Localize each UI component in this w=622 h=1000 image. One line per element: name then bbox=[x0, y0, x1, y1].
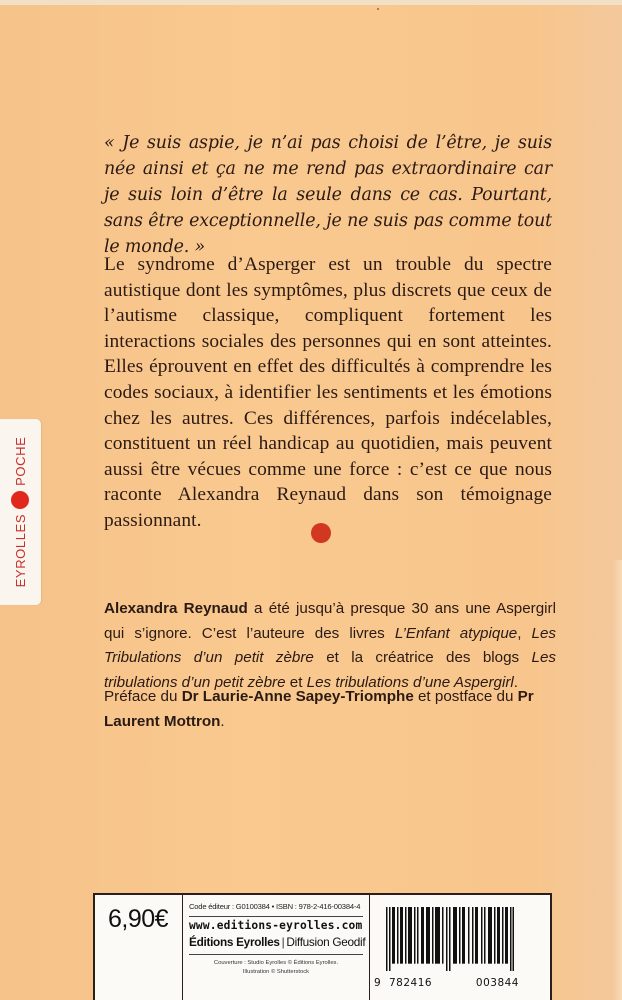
bio-text: a été jusqu’à presque 30 ans une Aspergirl qui s’ignore. C’est l’auteure des livres bbox=[104, 600, 556, 642]
author-name: Alexandra Reynaud bbox=[104, 600, 248, 617]
preface-text: . bbox=[220, 712, 225, 730]
divider bbox=[189, 916, 363, 917]
blog-title: Les tribulations d’un petit zèbre bbox=[104, 649, 556, 691]
price-cell bbox=[95, 895, 183, 1000]
postfacer-name: Pr Laurent Mottron bbox=[104, 688, 534, 730]
preface-credits bbox=[104, 685, 556, 734]
distributor-name: Diffusion Geodif bbox=[286, 935, 366, 949]
barcode-digits bbox=[389, 977, 519, 989]
prefacer-name: Dr Laurie-Anne Sapey-Triomphe bbox=[181, 688, 414, 705]
barcode-prefix: 9 bbox=[374, 977, 381, 989]
preface-text: et postface du bbox=[413, 688, 518, 705]
epigraph-quote: « Je suis aspie, je n’ai pas choisi de l’être, je suis née ainsi et ça ne me rend pas extraordinaire car je suis loin d’être la seule dans ce cas. Pourtant, sans être exceptionnelle, je ne suis pas comme tout le monde. » bbox=[104, 133, 552, 257]
cover-credits bbox=[189, 959, 363, 977]
decorative-dot-icon bbox=[311, 523, 331, 543]
author-bio bbox=[104, 597, 556, 695]
barcode-group: 782416 bbox=[389, 977, 433, 989]
cover-credit: Couverture : Studio Eyrolles © Éditions Eyrolles. bbox=[213, 960, 339, 966]
barcode-group: 003844 bbox=[475, 977, 519, 989]
separator: | bbox=[281, 935, 285, 949]
barcode-icon bbox=[386, 907, 514, 971]
barcode-cell bbox=[371, 895, 550, 1000]
publisher-line bbox=[189, 935, 367, 949]
summary-paragraph: Le syndrome d’Asperger est un trouble du spectre autistique dont les symptômes, plus discrets que ceux de l’autisme classique, compliquent fortement les interactions sociales des personnes qui en sont atteintes. Elles éprouvent en effet des difficultés à comprendre les codes sociaux, à identifier les sentiments et les émotions chez les autres. Ces différences, parfois indécelables, constituent un réel handicap au quotidien, mais peuvent aussi être vécues comme une force : c’est ce que nous raconte Alexandra Reynaud dans son témoignage passionnant. bbox=[104, 254, 552, 531]
bio-text: . bbox=[513, 673, 518, 691]
publisher-website: www.editions-eyrolles.com bbox=[189, 919, 363, 932]
right-edge-highlight bbox=[612, 560, 622, 1000]
collection-tab bbox=[0, 419, 41, 605]
red-dot-icon bbox=[11, 491, 29, 509]
info-box bbox=[93, 893, 552, 1000]
divider bbox=[189, 954, 363, 955]
isbn-line: Code éditeur : G0100384 • ISBN : 978-2-416-00384-4 bbox=[189, 902, 361, 911]
illustration-credit: Illustration © Shutterstock bbox=[242, 969, 310, 975]
book-title: Les Tribulations d’un petit zèbre bbox=[104, 624, 556, 666]
publisher-name: Éditions Eyrolles bbox=[189, 935, 280, 949]
collection-publisher: EYROLLES bbox=[12, 513, 28, 588]
top-edge bbox=[0, 0, 622, 5]
collection-name: POCHE bbox=[12, 436, 28, 486]
bio-text: , bbox=[517, 624, 532, 642]
bio-text: et bbox=[285, 673, 307, 691]
book-title: L’Enfant atypique bbox=[394, 624, 518, 642]
preface-text: Préface du bbox=[104, 688, 182, 705]
publisher-info-cell bbox=[183, 895, 370, 1000]
bio-text: et la créatrice des blogs bbox=[313, 649, 532, 666]
print-speck bbox=[377, 8, 379, 10]
blog-title: Les tribulations d’une Aspergirl bbox=[306, 673, 514, 691]
price: 6,90€ bbox=[108, 905, 169, 933]
